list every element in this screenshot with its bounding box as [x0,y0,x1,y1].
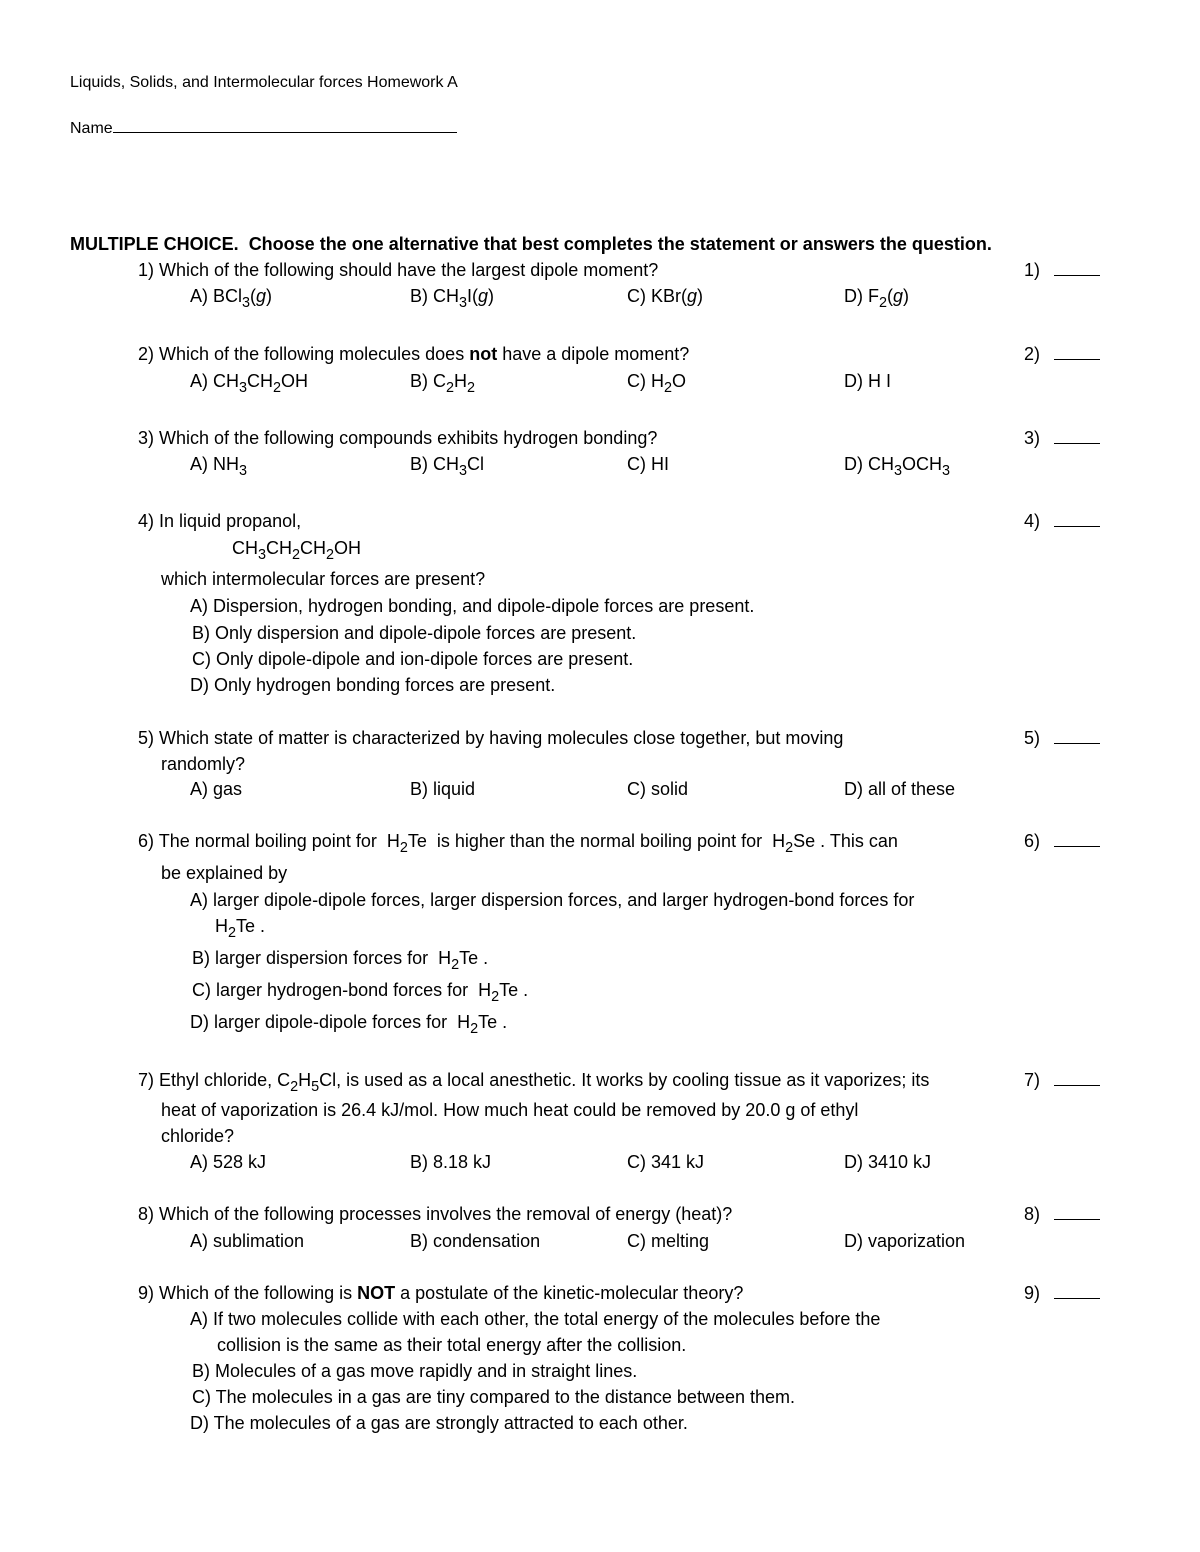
q1-option-c[interactable]: C) KBr(g) [627,286,704,306]
question-number: 4) [138,511,155,531]
q6-option-a-cont: $H_2Te$ . [215,916,266,942]
question-text: Which of the following processes involves the removal of energy (heat)? [159,1204,733,1224]
q3-option-c[interactable]: C) HI [627,454,669,474]
question-text: have a dipole moment? [502,344,690,364]
question-text: Which of the following compounds exhibits hydrogen bonding? [159,428,658,448]
question-6-stem: 6) The normal boiling point for $H_2Te$ is higher than the normal boiling point for $H_2Se$ . This can [138,831,898,857]
q9-option-c[interactable]: C) The molecules in a gas are tiny compared to the distance between them. [192,1387,795,1407]
q2-option-a[interactable]: A) $CH_3CH_2OH$ [190,371,309,397]
document-title: Liquids, Solids, and Intermolecular forces Homework A [70,74,458,91]
question-text: Which state of matter is characterized by having molecules close together, but moving [159,728,844,748]
q5-option-c[interactable]: C) solid [627,779,689,799]
question-5-stem-2: randomly? [161,754,246,774]
question-7-stem-2: heat of vaporization is 26.4 kJ/mol. How much heat could be removed by 20.0 g of ethyl [161,1100,859,1120]
q3-option-b[interactable]: B) $CH_3Cl$ [410,454,485,480]
answer-label: 1) [1024,260,1041,280]
question-2-stem [138,344,689,364]
question-7-stem: 7) Ethyl chloride, $C_2H_5Cl$, is used as a local anesthetic. It works by cooling tissue as it vaporizes; its [138,1070,930,1096]
q4-option-a[interactable]: A) Dispersion, hydrogen bonding, and dipole-dipole forces are present. [190,596,755,616]
option-text: D) larger dipole-dipole forces for [190,1012,448,1032]
answer-blank[interactable] [1054,1205,1100,1220]
answer-blank[interactable] [1054,429,1100,444]
q2-option-b[interactable]: B) $C_2H_2$ [410,371,476,397]
q5-option-a[interactable]: A) gas [190,779,243,799]
q4-option-c[interactable]: C) Only dipole-dipole and ion-dipole forces are present. [192,649,634,669]
answer-label: 4) [1024,511,1041,531]
question-text: Which of the following molecules does [159,344,465,364]
q2-option-d[interactable]: D) H I [844,371,891,391]
question-text: The normal boiling point for [158,831,377,851]
name-label: Name [70,120,113,137]
question-6-stem-2: be explained by [161,863,288,883]
q9-option-d[interactable]: D) The molecules of a gas are strongly attracted to each other. [190,1413,688,1433]
answer-slot-1[interactable] [1024,260,1100,280]
question-4-stem [138,511,301,531]
question-text: In liquid propanol, [159,511,302,531]
answer-blank[interactable] [1054,1071,1100,1086]
question-number: 7) [138,1070,155,1090]
answer-blank[interactable] [1054,261,1100,276]
answer-label: 3) [1024,428,1041,448]
answer-blank[interactable] [1054,345,1100,360]
answer-slot-6[interactable] [1024,831,1100,851]
q1-option-b[interactable]: B) $CH_3I(g)$ [410,286,495,312]
question-number: 2) [138,344,155,364]
q9-option-a[interactable]: A) If two molecules collide with each other, the total energy of the molecules before the [190,1309,881,1329]
q7-option-d[interactable]: D) 3410 kJ [844,1152,932,1172]
propanol-formula: $CH_3CH_2CH_2OH$ [232,538,362,564]
question-text: Ethyl chloride, [159,1070,273,1090]
question-number: 9) [138,1283,155,1303]
question-9-stem [138,1283,743,1303]
emphasis-not: NOT [357,1283,396,1303]
q2-option-c[interactable]: C) $H_2O$ [627,371,687,397]
question-number: 5) [138,728,155,748]
question-4-stem-2: which intermolecular forces are present? [161,569,486,589]
question-text: , is used as a local anesthetic. It works by cooling tissue as it vaporizes; its [336,1070,930,1090]
name-blank-line[interactable] [113,118,457,133]
question-number: 6) [138,831,155,851]
question-text: . This can [820,831,898,851]
answer-blank[interactable] [1054,729,1100,744]
q6-option-a[interactable]: A) larger dipole-dipole forces, larger dispersion forces, and larger hydrogen-bond forces for [190,890,915,910]
q7-option-a[interactable]: A) 528 kJ [190,1152,267,1172]
option-text: B) larger dispersion forces for [192,948,429,968]
answer-label: 9) [1024,1283,1041,1303]
emphasis-not: not [469,344,498,364]
q8-option-c[interactable]: C) melting [627,1231,710,1251]
instructions [70,234,992,254]
answer-blank[interactable] [1054,512,1100,527]
question-text: Which of the following should have the largest dipole moment? [159,260,659,280]
answer-blank[interactable] [1054,832,1100,847]
question-1-stem [138,260,658,280]
answer-label: 6) [1024,831,1041,851]
q7-option-c[interactable]: C) 341 kJ [627,1152,705,1172]
q1-option-d[interactable]: D) $F_2(g)$ [844,286,910,312]
answer-slot-3[interactable] [1024,428,1100,448]
question-7-stem-3: chloride? [161,1126,235,1146]
option-text: C) larger hydrogen-bond forces for [192,980,469,1000]
question-number: 8) [138,1204,155,1224]
q6-option-c[interactable]: C) larger hydrogen-bond forces for $H_2Te$ . [192,980,529,1006]
answer-label: 2) [1024,344,1041,364]
answer-blank[interactable] [1054,1284,1100,1299]
q8-option-b[interactable]: B) condensation [410,1231,541,1251]
name-field[interactable] [70,118,457,138]
instructions-text: Choose the one alternative that best completes the statement or answers the question. [248,234,992,254]
answer-label: 8) [1024,1204,1041,1224]
q7-option-b[interactable]: B) 8.18 kJ [410,1152,492,1172]
q3-option-d[interactable]: D) $CH_3OCH_3$ [844,454,951,480]
question-text: a postulate of the kinetic-molecular theory? [400,1283,744,1303]
q9-option-b[interactable]: B) Molecules of a gas move rapidly and in straight lines. [192,1361,638,1381]
answer-slot-2[interactable] [1024,344,1100,364]
answer-label: 5) [1024,728,1041,748]
answer-slot-7[interactable] [1024,1070,1100,1090]
q6-option-d[interactable]: D) larger dipole-dipole forces for $H_2Te$ . [190,1012,508,1038]
question-8-stem [138,1204,732,1224]
instructions-lead: MULTIPLE CHOICE. [70,234,239,254]
q4-option-d[interactable]: D) Only hydrogen bonding forces are present. [190,675,556,695]
answer-label: 7) [1024,1070,1041,1090]
q6-option-b[interactable]: B) larger dispersion forces for $H_2Te$ . [192,948,489,974]
q5-option-b[interactable]: B) liquid [410,779,476,799]
q1-option-a[interactable]: A) BCl$_3$(g) [190,286,273,312]
answer-slot-8[interactable] [1024,1204,1100,1224]
question-text: is higher than the normal boiling point for [436,831,763,851]
q3-option-a[interactable]: A) $NH_3$ [190,454,248,480]
q8-option-d[interactable]: D) vaporization [844,1231,966,1251]
q9-option-a-cont: collision is the same as their total energy after the collision. [217,1335,687,1355]
q4-option-b[interactable]: B) Only dispersion and dipole-dipole forces are present. [192,623,637,643]
question-5-stem [138,728,843,748]
answer-slot-4[interactable] [1024,511,1100,531]
question-text: Which of the following is [159,1283,353,1303]
answer-slot-9[interactable] [1024,1283,1100,1303]
question-number: 1) [138,260,155,280]
q5-option-d[interactable]: D) all of these [844,779,956,799]
question-3-stem [138,428,657,448]
q8-option-a[interactable]: A) sublimation [190,1231,305,1251]
answer-slot-5[interactable] [1024,728,1100,748]
question-number: 3) [138,428,155,448]
